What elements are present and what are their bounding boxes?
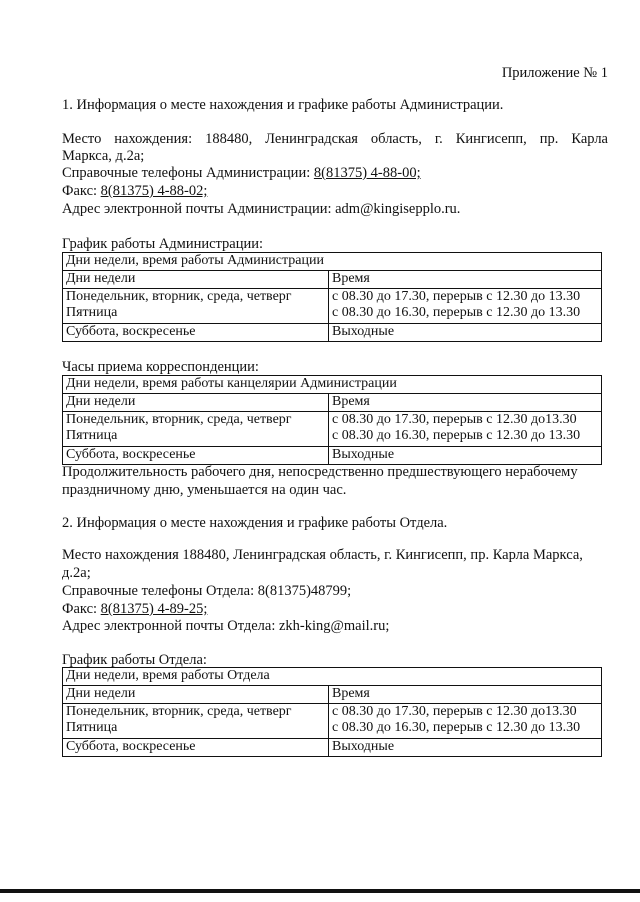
table-cell-weekdays-time: [329, 289, 602, 324]
table-cell-weekend-time: Выходные: [329, 447, 602, 465]
table-row: [63, 668, 602, 686]
section2-fax: [62, 600, 608, 618]
table-row: [63, 289, 602, 324]
table-row: [63, 739, 602, 757]
table-cell-weekdays: [63, 289, 329, 324]
weekdays-time-line2: с 08.30 до 16.30, перерыв с 12.30 до 13.30: [332, 428, 581, 443]
section2-email: Адрес электронной почты Отдела: zkh-king@mail.ru;: [62, 618, 390, 634]
table-cell-weekend-time: Выходные: [329, 324, 602, 342]
table-row: [63, 271, 602, 289]
column-header-time: Время: [329, 686, 602, 704]
section1-phones-link[interactable]: 8(81375) 4-88-00;: [313, 165, 421, 181]
column-header-days: Дни недели: [63, 394, 329, 412]
section1-phones-label: Справочные телефоны Администрации:: [62, 165, 314, 181]
section2-fax-label: Факс:: [62, 601, 101, 617]
section2-schedule-table: [62, 667, 602, 757]
table-row: [63, 447, 602, 465]
section1-mail-title: Часы приема корреспонденции:: [62, 359, 259, 375]
weekdays-time-line2: с 08.30 до 16.30, перерыв с 12.30 до 13.30: [332, 305, 581, 320]
weekdays-line1: Понедельник, вторник, среда, четверг: [66, 412, 292, 427]
section1-note-line2: праздничному дню, уменьшается на один час.: [62, 482, 347, 498]
section1-fax-link[interactable]: 8(81375) 4-88-02;: [100, 183, 208, 199]
section1-heading: 1. Информация о месте нахождения и графике работы Администрации.: [62, 97, 504, 113]
table-row: [63, 704, 602, 739]
column-header-time: Время: [329, 394, 602, 412]
section2-location-line1: Место нахождения 188480, Ленинградская область, г. Кингисепп, пр. Карла Маркса,: [62, 547, 583, 563]
table-cell-weekend: Суббота, воскресенье: [63, 739, 329, 757]
appendix-label: Приложение № 1: [501, 65, 608, 81]
table-row: [63, 686, 602, 704]
weekdays-line2: Пятница: [66, 720, 118, 735]
section1-note-line1: Продолжительность рабочего дня, непосредственно предшествующего нерабочему: [62, 464, 578, 480]
section2-schedule-title: График работы Отдела:: [62, 652, 207, 668]
weekdays-time-line1: с 08.30 до 17.30, перерыв с 12.30 до13.30: [332, 412, 577, 427]
table-row: [63, 253, 602, 271]
table-header-cell: Дни недели, время работы канцелярии Администрации: [63, 376, 602, 394]
section1-email: Адрес электронной почты Администрации: adm@kingisepplo.ru.: [62, 201, 461, 217]
section1-mail-table: [62, 375, 602, 465]
table-row: [63, 324, 602, 342]
section1-fax: [62, 182, 608, 200]
table-row: [63, 394, 602, 412]
weekdays-line2: Пятница: [66, 305, 118, 320]
section1-location-line2: Маркса, д.2а;: [62, 148, 145, 164]
table-cell-weekdays: [63, 412, 329, 447]
section2-fax-link[interactable]: 8(81375) 4-89-25;: [100, 601, 208, 617]
section2-location-line2: д.2а;: [62, 565, 91, 581]
section1-schedule-table: [62, 252, 602, 342]
table-row: [63, 376, 602, 394]
weekdays-line1: Понедельник, вторник, среда, четверг: [66, 704, 292, 719]
weekdays-time-line1: с 08.30 до 17.30, перерыв с 12.30 до13.30: [332, 704, 577, 719]
section1-schedule-title: График работы Администрации:: [62, 236, 264, 252]
section1-fax-label: Факс:: [62, 183, 101, 199]
section2-phones: Справочные телефоны Отдела: 8(81375)48799;: [62, 583, 352, 599]
column-header-days: Дни недели: [63, 686, 329, 704]
weekdays-time-line1: с 08.30 до 17.30, перерыв с 12.30 до 13.30: [332, 289, 581, 304]
column-header-time: Время: [329, 271, 602, 289]
weekdays-line2: Пятница: [66, 428, 118, 443]
table-cell-weekdays-time: [329, 704, 602, 739]
table-cell-weekdays-time: [329, 412, 602, 447]
scan-bottom-edge: [0, 889, 640, 893]
section2-heading: 2. Информация о месте нахождения и графике работы Отдела.: [62, 515, 448, 531]
table-cell-weekend-time: Выходные: [329, 739, 602, 757]
table-cell-weekend: Суббота, воскресенье: [63, 447, 329, 465]
weekdays-line1: Понедельник, вторник, среда, четверг: [66, 289, 292, 304]
table-header-cell: Дни недели, время работы Отдела: [63, 668, 602, 686]
weekdays-time-line2: с 08.30 до 16.30, перерыв с 12.30 до 13.30: [332, 720, 581, 735]
table-cell-weekdays: [63, 704, 329, 739]
table-cell-weekend: Суббота, воскресенье: [63, 324, 329, 342]
table-header-cell: Дни недели, время работы Администрации: [63, 253, 602, 271]
section1-phones: [62, 164, 608, 182]
section1-location-line1: Место нахождения: 188480, Ленинградская область, г. Кингисепп, пр. Карла: [62, 131, 608, 147]
column-header-days: Дни недели: [63, 271, 329, 289]
table-row: [63, 412, 602, 447]
